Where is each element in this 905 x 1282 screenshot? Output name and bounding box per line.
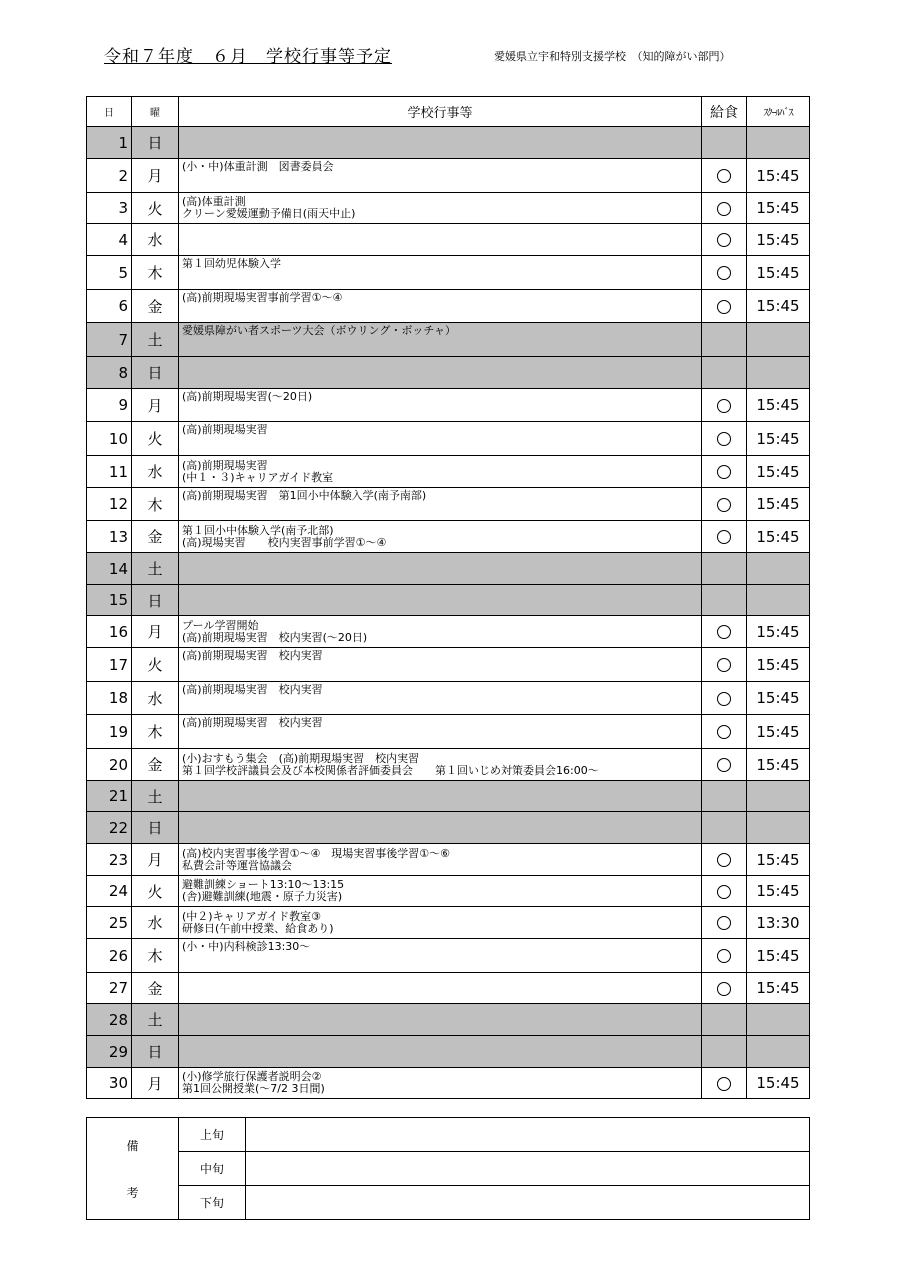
day-number: 25 (87, 907, 132, 939)
event-cell (179, 290, 702, 323)
weekday: 金 (132, 973, 179, 1004)
lunch-circle-icon (717, 949, 731, 963)
remarks-label-2: 考 (126, 1185, 139, 1200)
bus-time: 15:45 (747, 193, 810, 224)
bus-time: 15:45 (747, 749, 810, 781)
lunch-mark (702, 876, 747, 907)
event-cell (179, 389, 702, 422)
event-cell (179, 1004, 702, 1036)
event-cell (179, 876, 702, 907)
lunch-circle-icon (717, 916, 731, 930)
lunch-mark (702, 422, 747, 456)
schedule-row (87, 193, 810, 224)
event-cell (179, 488, 702, 521)
weekday: 土 (132, 1004, 179, 1036)
lunch-mark (702, 357, 747, 389)
lunch-mark (702, 127, 747, 159)
bus-time (747, 812, 810, 844)
schedule-row (87, 781, 810, 812)
schedule-row (87, 907, 810, 939)
event-cell (179, 973, 702, 1004)
lunch-mark (702, 844, 747, 876)
weekday: 土 (132, 553, 179, 585)
lunch-mark (702, 159, 747, 193)
event-line-1: 第１回小中体験入学(南予北部) (182, 523, 334, 537)
day-number: 21 (87, 781, 132, 812)
event-line-2: 私費会計等運営協議会 (182, 858, 292, 872)
lunch-mark (702, 521, 747, 553)
remarks-upper-value (246, 1118, 810, 1152)
day-number: 11 (87, 456, 132, 488)
day-number: 9 (87, 389, 132, 422)
weekday: 日 (132, 585, 179, 616)
schedule-row (87, 1036, 810, 1068)
event-cell (179, 224, 702, 256)
lunch-circle-icon (717, 853, 731, 867)
page-title: 令和７年度 ６月 学校行事等予定 (104, 47, 392, 67)
lunch-mark (702, 256, 747, 290)
weekday: 金 (132, 521, 179, 553)
bus-time: 15:45 (747, 844, 810, 876)
weekday: 火 (132, 648, 179, 682)
day-number: 2 (87, 159, 132, 193)
lunch-circle-icon (717, 399, 731, 413)
lunch-circle-icon (717, 300, 731, 314)
bus-time: 15:45 (747, 1068, 810, 1099)
event-line-2: 研修日(午前中授業、給食あり) (182, 921, 334, 935)
day-number: 28 (87, 1004, 132, 1036)
weekday: 日 (132, 1036, 179, 1068)
bus-time (747, 1004, 810, 1036)
weekday: 日 (132, 357, 179, 389)
schedule-row (87, 389, 810, 422)
lunch-circle-icon (717, 233, 731, 247)
schedule-row (87, 939, 810, 973)
weekday: 火 (132, 422, 179, 456)
lunch-mark (702, 488, 747, 521)
event-line-1: プール学習開始 (182, 618, 259, 632)
lunch-mark (702, 812, 747, 844)
bus-time: 15:45 (747, 648, 810, 682)
day-number: 3 (87, 193, 132, 224)
event-line-1: (小・中)内科検診13:30～ (182, 940, 311, 953)
event-cell (179, 256, 702, 290)
event-cell (179, 159, 702, 193)
lunch-circle-icon (717, 725, 731, 739)
bus-time: 13:30 (747, 907, 810, 939)
remarks-lower-value (246, 1186, 810, 1220)
event-cell (179, 1068, 702, 1099)
lunch-circle-icon (717, 498, 731, 512)
schedule-row (87, 323, 810, 357)
lunch-mark (702, 553, 747, 585)
school-name: 愛媛県立宇和特別支援学校 （知的障がい部門） (494, 50, 731, 63)
schedule-row (87, 973, 810, 1004)
event-cell (179, 193, 702, 224)
weekday: 日 (132, 812, 179, 844)
lunch-mark (702, 1036, 747, 1068)
weekday: 月 (132, 844, 179, 876)
bus-time: 15:45 (747, 456, 810, 488)
event-cell (179, 715, 702, 749)
lunch-mark (702, 749, 747, 781)
header-day: 日 (87, 97, 132, 127)
event-line-2: 第1回公開授業(～7/2 3日間) (182, 1082, 325, 1095)
header-lunch: 給食 (702, 97, 747, 127)
bus-time (747, 781, 810, 812)
event-line-1: (高)校内実習事後学習①～④ 現場実習事後学習①～⑥ (182, 846, 451, 860)
event-line-1: 第１回幼児体験入学 (182, 257, 281, 270)
day-number: 13 (87, 521, 132, 553)
bus-time (747, 357, 810, 389)
schedule-table (86, 96, 810, 1099)
schedule-row (87, 357, 810, 389)
schedule-row (87, 616, 810, 648)
bus-time: 15:45 (747, 290, 810, 323)
event-line-1: (高)前期現場実習(～20日) (182, 390, 313, 403)
lunch-mark (702, 1068, 747, 1099)
event-line-1: (高)前期現場実習 校内実習 (182, 716, 323, 729)
lunch-circle-icon (717, 885, 731, 899)
event-line-1: (高)前期現場実習 校内実習 (182, 649, 323, 662)
event-cell (179, 127, 702, 159)
event-line-2: クリーン愛媛運動予備日(雨天中止) (182, 207, 356, 220)
weekday: 水 (132, 907, 179, 939)
event-line-2: (高)現場実習 校内実習事前学習①～④ (182, 535, 387, 549)
day-number: 17 (87, 648, 132, 682)
lunch-mark (702, 907, 747, 939)
event-cell (179, 781, 702, 812)
weekday: 火 (132, 876, 179, 907)
event-cell (179, 422, 702, 456)
event-line-2: (舎)避難訓練(地震・原子力災害) (182, 890, 343, 903)
bus-time: 15:45 (747, 939, 810, 973)
schedule-row (87, 1068, 810, 1099)
schedule-row (87, 876, 810, 907)
day-number: 26 (87, 939, 132, 973)
event-line-1: 避難訓練ショート13:10～13:15 (182, 878, 345, 891)
remarks-table (86, 1117, 810, 1220)
lunch-circle-icon (717, 758, 731, 772)
remarks-label (87, 1118, 179, 1220)
weekday: 月 (132, 389, 179, 422)
lunch-mark (702, 585, 747, 616)
lunch-mark (702, 290, 747, 323)
event-line-1: 愛媛県障がい者スポーツ大会（ボウリング・ボッチャ） (182, 324, 457, 337)
lunch-circle-icon (717, 530, 731, 544)
event-cell (179, 844, 702, 876)
lunch-circle-icon (717, 169, 731, 183)
bus-time: 15:45 (747, 488, 810, 521)
event-cell (179, 521, 702, 553)
event-cell (179, 1036, 702, 1068)
schedule-row (87, 749, 810, 781)
day-number: 23 (87, 844, 132, 876)
event-line-1: (中２)キャリアガイド教室③ (182, 909, 322, 923)
bus-time: 15:45 (747, 715, 810, 749)
day-number: 29 (87, 1036, 132, 1068)
bus-time: 15:45 (747, 616, 810, 648)
event-line-2: 第１回学校評議員会及び本校関係者評価委員会 第１回いじめ対策委員会16:00～ (182, 763, 599, 777)
weekday: 月 (132, 159, 179, 193)
header-school-bus: ｽｸｰﾙﾊﾞｽ (747, 97, 810, 127)
lunch-mark (702, 648, 747, 682)
header-events: 学校行事等 (179, 97, 702, 127)
schedule-row (87, 1004, 810, 1036)
lunch-mark (702, 715, 747, 749)
weekday: 水 (132, 224, 179, 256)
remarks-middle-label: 中旬 (179, 1152, 246, 1186)
bus-time (747, 585, 810, 616)
schedule-row (87, 290, 810, 323)
event-line-1: (高)前期現場実習事前学習①～④ (182, 291, 343, 304)
lunch-circle-icon (717, 1077, 731, 1091)
schedule-row (87, 456, 810, 488)
day-number: 14 (87, 553, 132, 585)
event-cell (179, 323, 702, 357)
weekday: 火 (132, 193, 179, 224)
event-cell (179, 456, 702, 488)
schedule-row (87, 682, 810, 715)
weekday: 木 (132, 715, 179, 749)
lunch-mark (702, 224, 747, 256)
bus-time: 15:45 (747, 159, 810, 193)
bus-time (747, 1036, 810, 1068)
weekday: 土 (132, 323, 179, 357)
weekday: 土 (132, 781, 179, 812)
day-number: 18 (87, 682, 132, 715)
day-number: 12 (87, 488, 132, 521)
weekday: 月 (132, 616, 179, 648)
event-line-2: (高)前期現場実習 校内実習(～20日) (182, 630, 368, 644)
weekday: 木 (132, 939, 179, 973)
event-cell (179, 682, 702, 715)
day-number: 6 (87, 290, 132, 323)
event-cell (179, 812, 702, 844)
bus-time (747, 553, 810, 585)
event-cell (179, 749, 702, 781)
day-number: 22 (87, 812, 132, 844)
lunch-circle-icon (717, 692, 731, 706)
day-number: 19 (87, 715, 132, 749)
lunch-mark (702, 973, 747, 1004)
event-cell (179, 357, 702, 389)
lunch-circle-icon (717, 658, 731, 672)
schedule-row (87, 553, 810, 585)
day-number: 10 (87, 422, 132, 456)
lunch-mark (702, 389, 747, 422)
lunch-mark (702, 456, 747, 488)
event-cell (179, 907, 702, 939)
lunch-circle-icon (717, 202, 731, 216)
day-number: 1 (87, 127, 132, 159)
lunch-circle-icon (717, 465, 731, 479)
day-number: 4 (87, 224, 132, 256)
day-number: 24 (87, 876, 132, 907)
event-line-1: (高)前期現場実習 (182, 458, 268, 472)
day-number: 7 (87, 323, 132, 357)
schedule-row (87, 127, 810, 159)
event-cell (179, 553, 702, 585)
remarks-middle-value (246, 1152, 810, 1186)
bus-time (747, 323, 810, 357)
lunch-circle-icon (717, 982, 731, 996)
lunch-mark (702, 781, 747, 812)
event-line-1: (高)前期現場実習 校内実習 (182, 683, 323, 696)
lunch-mark (702, 616, 747, 648)
remarks-upper-label: 上旬 (179, 1118, 246, 1152)
schedule-row (87, 844, 810, 876)
header-weekday: 曜 (132, 97, 179, 127)
weekday: 日 (132, 127, 179, 159)
remarks-lower-label: 下旬 (179, 1186, 246, 1220)
lunch-mark (702, 682, 747, 715)
day-number: 15 (87, 585, 132, 616)
lunch-circle-icon (717, 432, 731, 446)
weekday: 木 (132, 488, 179, 521)
day-number: 5 (87, 256, 132, 290)
lunch-circle-icon (717, 266, 731, 280)
weekday: 月 (132, 1068, 179, 1099)
event-cell (179, 939, 702, 973)
schedule-row (87, 224, 810, 256)
weekday: 木 (132, 256, 179, 290)
day-number: 20 (87, 749, 132, 781)
bus-time: 15:45 (747, 224, 810, 256)
weekday: 水 (132, 456, 179, 488)
bus-time (747, 127, 810, 159)
remarks-label-1: 備 (126, 1138, 139, 1153)
bus-time: 15:45 (747, 973, 810, 1004)
day-number: 16 (87, 616, 132, 648)
event-line-1: (高)前期現場実習 第1回小中体験入学(南予南部) (182, 489, 427, 502)
schedule-row (87, 422, 810, 456)
event-line-1: (高)前期現場実習 (182, 423, 268, 436)
event-line-2: (中１・３)キャリアガイド教室 (182, 470, 334, 484)
event-line-1: (小)修学旅行保護者説明会② (182, 1070, 322, 1083)
bus-time: 15:45 (747, 389, 810, 422)
weekday: 金 (132, 290, 179, 323)
bus-time: 15:45 (747, 682, 810, 715)
day-number: 27 (87, 973, 132, 1004)
schedule-row (87, 585, 810, 616)
event-cell (179, 585, 702, 616)
table-header-row (87, 97, 810, 127)
schedule-row (87, 521, 810, 553)
schedule-row (87, 812, 810, 844)
event-cell (179, 648, 702, 682)
lunch-mark (702, 1004, 747, 1036)
day-number: 8 (87, 357, 132, 389)
schedule-row (87, 715, 810, 749)
day-number: 30 (87, 1068, 132, 1099)
event-line-1: (小)おすもう集会 (高)前期現場実習 校内実習 (182, 751, 420, 765)
event-line-1: (小・中)体重計測 図書委員会 (182, 160, 334, 173)
weekday: 金 (132, 749, 179, 781)
schedule-row (87, 159, 810, 193)
lunch-mark (702, 193, 747, 224)
schedule-row (87, 488, 810, 521)
lunch-mark (702, 323, 747, 357)
bus-time: 15:45 (747, 422, 810, 456)
lunch-circle-icon (717, 625, 731, 639)
bus-time: 15:45 (747, 256, 810, 290)
lunch-mark (702, 939, 747, 973)
event-line-1: (高)体重計測 (182, 195, 246, 208)
schedule-row (87, 256, 810, 290)
bus-time: 15:45 (747, 876, 810, 907)
schedule-row (87, 648, 810, 682)
bus-time: 15:45 (747, 521, 810, 553)
weekday: 水 (132, 682, 179, 715)
event-cell (179, 616, 702, 648)
